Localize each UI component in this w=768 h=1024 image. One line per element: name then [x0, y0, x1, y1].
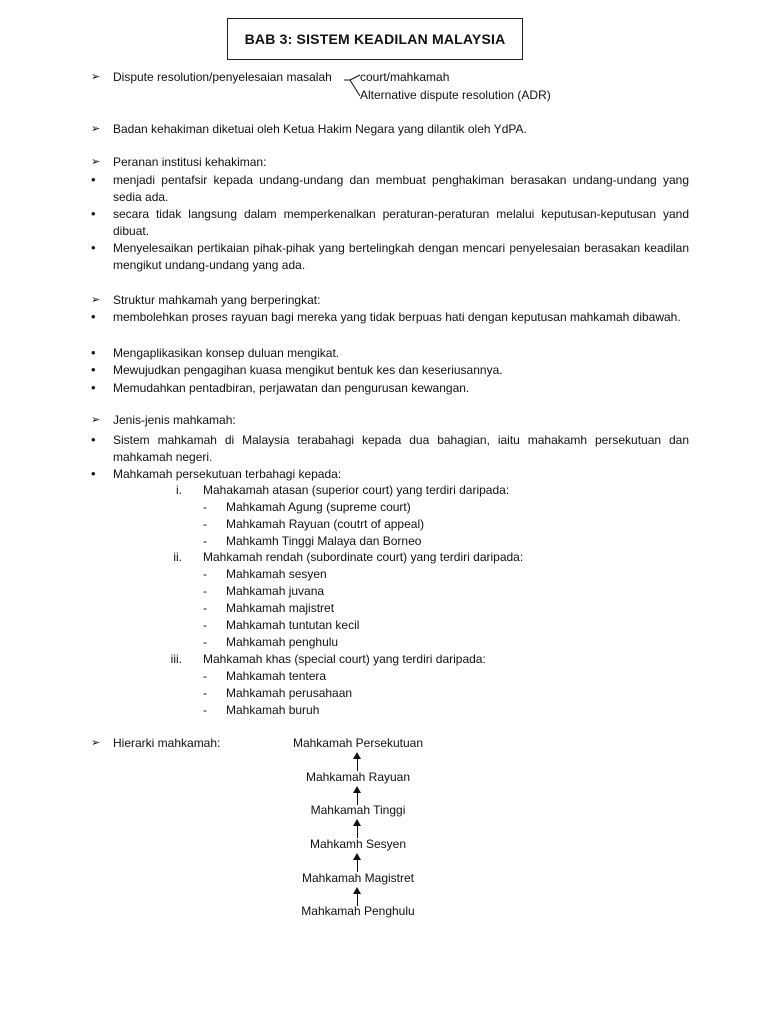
bullet-icon: •	[91, 240, 96, 255]
group-label: Mahkamah khas (special court) yang terdiri daripada:	[203, 652, 486, 666]
list-item: Mengaplikasikan konsep duluan mengikat.	[113, 346, 340, 360]
peranan-heading: Peranan institusi kehakiman:	[113, 155, 267, 169]
dispute-branch-adr: Alternative dispute resolution (ADR)	[360, 88, 551, 102]
hierarchy-connector	[357, 858, 358, 872]
page-title: BAB 3: SISTEM KEADILAN MALAYSIA	[227, 18, 523, 60]
dash-marker: -	[203, 567, 207, 581]
bullet-icon: •	[91, 172, 96, 187]
hierarchy-level: Mahkamah Persekutuan	[292, 736, 424, 750]
group-label: Mahakamah atasan (superior court) yang terdiri daripada:	[203, 483, 510, 497]
bullet-icon: •	[91, 466, 96, 481]
arrow-bullet-icon: ➢	[91, 414, 101, 426]
list-item: menjadi pentafsir kepada undang-undang dan membuat penghakiman berasakan undang-undang yang sedia ada.	[113, 173, 689, 204]
sub-list-item: Mahkamah buruh	[226, 703, 320, 717]
dispute-branch-court: court/mahkamah	[360, 70, 450, 84]
dash-marker: -	[203, 601, 207, 615]
dash-marker: -	[203, 669, 207, 683]
group-number: iii.	[170, 652, 182, 666]
sub-list-item: Mahkamah penghulu	[226, 635, 339, 649]
bullet-icon: •	[91, 206, 96, 221]
hierarchy-level: Mahkamah Tinggi	[310, 803, 406, 817]
arrow-bullet-icon: ➢	[91, 156, 101, 168]
sub-list-item: Mahkamah Agung (supreme court)	[226, 500, 411, 514]
bullet-icon: •	[91, 362, 96, 377]
sub-list-item: Mahkamah sesyen	[226, 567, 327, 581]
group-label: Mahkamah rendah (subordinate court) yang terdiri daripada:	[203, 550, 524, 564]
sub-list-item: Mahkamah Rayuan (coutrt of appeal)	[226, 517, 425, 531]
sub-list-item: Mahkamah tuntutan kecil	[226, 618, 360, 632]
sub-list-item: Mahkamah majistret	[226, 601, 335, 615]
bullet-icon: •	[91, 380, 96, 395]
dash-marker: -	[203, 517, 207, 531]
arrow-bullet-icon: ➢	[91, 123, 101, 135]
bullet-icon: •	[91, 309, 96, 324]
group-number: ii.	[173, 550, 182, 564]
list-item: Mahkamah persekutuan terbahagi kepada:	[113, 467, 342, 481]
list-item: Sistem mahkamah di Malaysia terabahagi kepada dua bahagian, iaitu mahakamh persekutuan dan mahkamah negeri.	[113, 433, 689, 464]
dash-marker: -	[203, 584, 207, 598]
hierarchy-connector	[357, 757, 358, 771]
list-item: Memudahkan pentadbiran, perjawatan dan pengurusan kewangan.	[113, 381, 470, 395]
sub-list-item: Mahkamah juvana	[226, 584, 325, 598]
badan-kehakiman-text: Badan kehakiman diketuai oleh Ketua Hakim Negara yang dilantik oleh YdPA.	[113, 122, 527, 136]
dash-marker: -	[203, 534, 207, 548]
jenis-heading: Jenis-jenis mahkamah:	[113, 413, 236, 427]
dash-marker: -	[203, 686, 207, 700]
arrow-bullet-icon: ➢	[91, 737, 101, 749]
arrow-bullet-icon: ➢	[91, 71, 101, 83]
sub-list-item: Mahkamh Tinggi Malaya dan Borneo	[226, 534, 422, 548]
list-item: Menyelesaikan pertikaian pihak-pihak yang bertelingkah dengan mencari penyelesaian berasakan keadilan mengikut undang-undang yang ada.	[113, 241, 689, 272]
dash-marker: -	[203, 500, 207, 514]
list-item: Mewujudkan pengagihan kuasa mengikut bentuk kes dan keseriusannya.	[113, 363, 503, 377]
dash-marker: -	[203, 703, 207, 717]
struktur-heading: Struktur mahkamah yang berperingkat:	[113, 293, 321, 307]
bullet-icon: •	[91, 432, 96, 447]
hierarki-heading: Hierarki mahkamah:	[113, 736, 221, 750]
hierarchy-level: Mahkamh Sesyen	[309, 837, 407, 851]
hierarchy-level: Mahkamah Rayuan	[305, 770, 411, 784]
list-item: secara tidak langsung dalam memperkenalkan peraturan-peraturan melalui keputusan-keputusan yand dibuat.	[113, 207, 689, 238]
group-number: i.	[176, 483, 182, 497]
dash-marker: -	[203, 635, 207, 649]
dispute-label: Dispute resolution/penyelesaian masalah	[113, 70, 332, 84]
dash-marker: -	[203, 618, 207, 632]
sub-list-item: Mahkamah perusahaan	[226, 686, 353, 700]
hierarchy-connector	[357, 824, 358, 838]
hierarchy-level: Mahkamah Penghulu	[301, 904, 415, 918]
sub-list-item: Mahkamah tentera	[226, 669, 327, 683]
arrow-bullet-icon: ➢	[91, 294, 101, 306]
bullet-icon: •	[91, 345, 96, 360]
list-item: membolehkan proses rayuan bagi mereka yang tidak berpuas hati dengan keputusan mahkamah dibawah.	[113, 310, 681, 324]
hierarchy-level: Mahkamah Magistret	[301, 871, 415, 885]
